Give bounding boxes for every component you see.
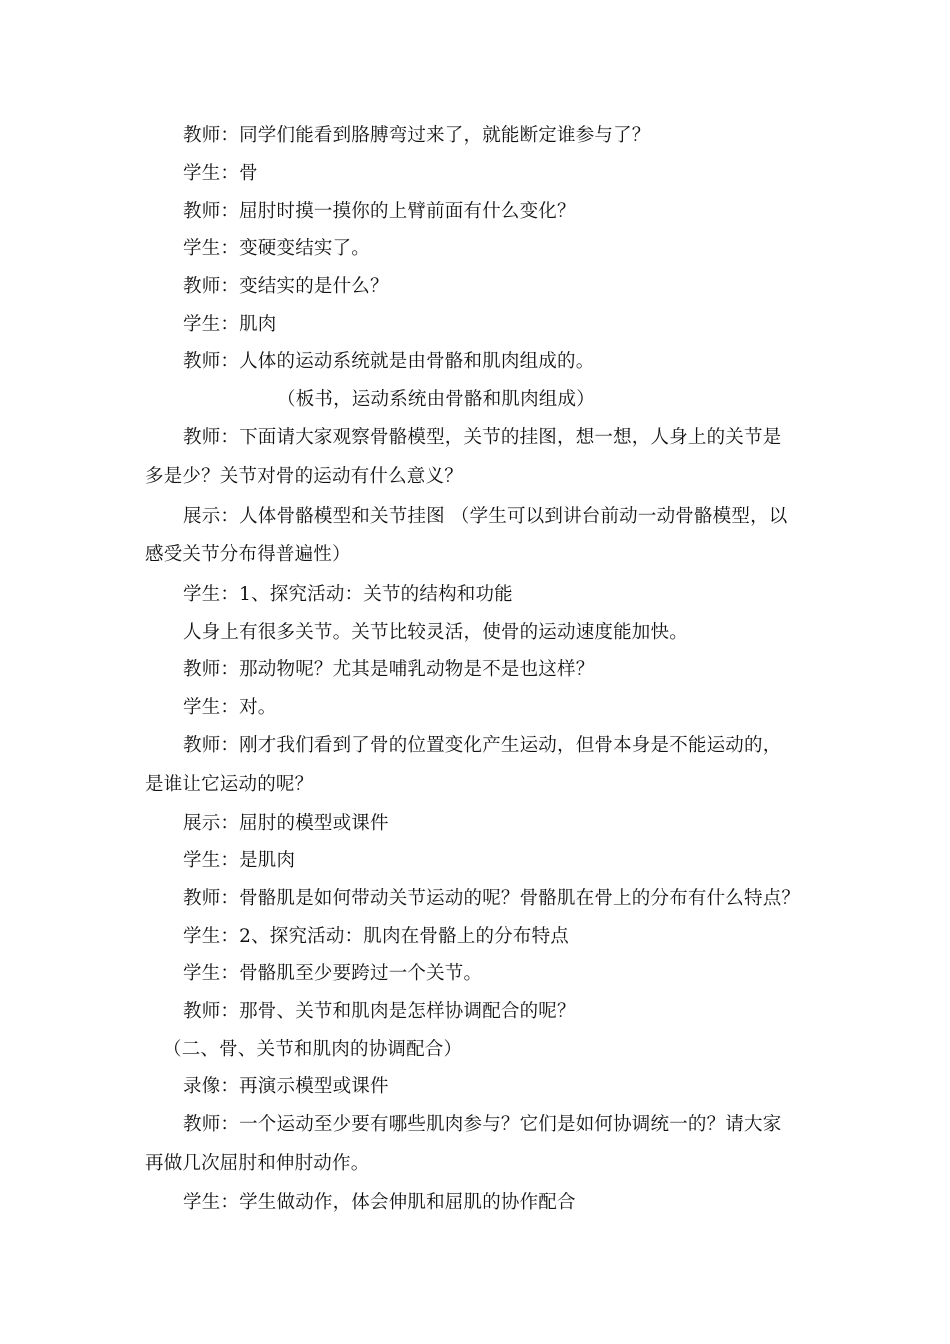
text-line: 学生：1、探究活动：关节的结构和功能 (183, 584, 513, 605)
text-line: 学生：2、探究活动：肌肉在骨骼上的分布特点 (183, 926, 569, 947)
text-line-continued: 多是少？关节对骨的运动有什么意义？ (145, 466, 463, 487)
text-line: 教师：变结实的是什么？ (183, 276, 389, 297)
text-line: 学生：学生做动作，体会伸肌和屈肌的协作配合 (183, 1192, 576, 1213)
text-line: 教师：刚才我们看到了骨的位置变化产生运动，但骨本身是不能运动的， (183, 735, 782, 756)
section-heading: （二、骨、关节和肌肉的协调配合） (163, 1039, 463, 1060)
text-line: 展示：屈肘的模型或课件 (183, 813, 389, 834)
text-line-continued: 再做几次屈肘和伸肘动作。 (145, 1153, 370, 1174)
text-line: 教师：同学们能看到胳膊弯过来了，就能断定谁参与了？ (183, 125, 651, 146)
text-line: 学生：肌肉 (183, 314, 277, 335)
text-line: 人身上有很多关节。关节比较灵活，使骨的运动速度能加快。 (183, 622, 688, 643)
text-line: 教师：一个运动至少要有哪些肌肉参与？它们是如何协调统一的？请大家 (183, 1114, 782, 1135)
text-line: 教师：人体的运动系统就是由骨骼和肌肉组成的。 (183, 351, 595, 372)
text-line: 学生：对。 (183, 697, 277, 718)
text-line: 学生：变硬变结实了。 (183, 238, 371, 259)
text-line: 教师：屈肘时摸一摸你的上臂前面有什么变化？ (183, 201, 576, 222)
text-line: 教师：那骨、关节和肌肉是怎样协调配合的呢？ (183, 1001, 576, 1022)
text-line: 学生：骨 (183, 163, 258, 184)
text-line: 展示：人体骨骼模型和关节挂图 （学生可以到讲台前动一动骨骼模型，以 (183, 506, 788, 527)
text-line: 录像：再演示模型或课件 (183, 1076, 389, 1097)
text-line-continued: 是谁让它运动的呢？ (145, 774, 314, 795)
text-line: 学生：是肌肉 (183, 850, 296, 871)
text-line: 教师：那动物呢？尤其是哺乳动物是不是也这样？ (183, 659, 595, 680)
text-line: 教师：下面请大家观察骨骼模型，关节的挂图，想一想，人身上的关节是 (183, 427, 782, 448)
board-note: （板书，运动系统由骨骼和肌肉组成） (277, 389, 595, 410)
text-line: 教师：骨骼肌是如何带动关节运动的呢？骨骼肌在骨上的分布有什么特点？ (183, 888, 801, 909)
text-line: 学生：骨骼肌至少要跨过一个关节。 (183, 963, 483, 984)
text-line-continued: 感受关节分布得普遍性） (145, 544, 351, 565)
